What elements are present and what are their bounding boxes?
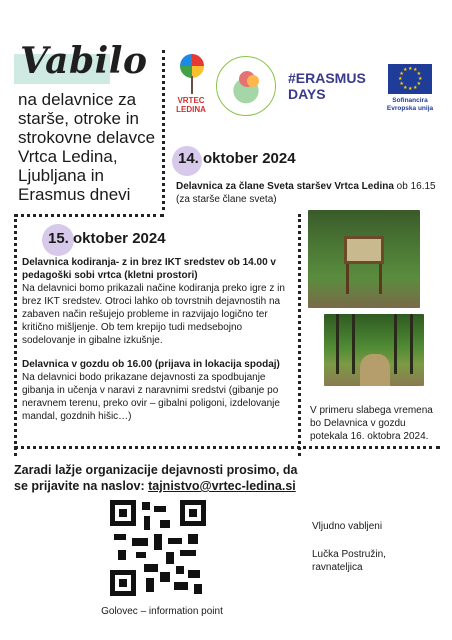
tree-trunk	[336, 314, 339, 374]
pinwheel-icon	[180, 54, 204, 78]
qr-module	[142, 502, 150, 510]
coding-workshop-heading: Delavnica kodiranja- z in brez IKT sredstev ob 14.00 v pedagoški sobi vrtca (kletni prostori)	[22, 257, 276, 281]
qr-caption: Golovec – information point	[101, 606, 223, 617]
info-board	[344, 236, 384, 264]
qr-module	[176, 566, 184, 574]
project-circle-logo	[216, 56, 276, 116]
vrtec-ledina-logo	[172, 52, 210, 126]
erasmus-days-logo	[288, 70, 366, 102]
board-post	[379, 264, 382, 294]
eu-star-icon: ★	[413, 84, 418, 91]
event-14-title: Delavnica za člane Sveta staršev Vrtca Ledina	[176, 181, 394, 192]
forest-workshop-body: Na delavnici bodo prikazane dejavnosti za spodbujanje gibanja in učenja v naravi z naravnimi sredstvi (gibanje po neravnem terenu, preko ovir – gibalni poligoni, izdelovanje mandal, gozdnih hišic…)	[22, 372, 280, 422]
dotted-frame-bottom	[14, 446, 440, 449]
qr-module	[188, 570, 200, 578]
eu-star-icon: ★	[403, 67, 408, 74]
eu-star-icon: ★	[408, 66, 413, 72]
tree-trunk	[394, 314, 397, 374]
eu-caption-line2: Evropska unija	[386, 105, 434, 112]
eu-star-icon: ★	[403, 84, 408, 91]
vrtec-logo-line1: VRTEC	[177, 96, 205, 105]
eu-star-icon: ★	[416, 81, 422, 87]
signoff-text: Vljudno vabljeni	[312, 521, 383, 532]
qr-code[interactable]	[110, 500, 206, 596]
forest-workshop	[22, 358, 290, 423]
tree-trunk	[410, 314, 413, 374]
dotted-divider-top	[162, 50, 165, 210]
qr-module	[144, 516, 150, 530]
coding-workshop	[22, 256, 290, 347]
qr-module	[154, 506, 166, 512]
event-14-note: (za starše člane sveta)	[176, 194, 277, 205]
eu-flag-icon	[388, 64, 432, 94]
registration-text: Zaradi lažje organizacije dejavnosti prosimo, da se prijavite na naslov:	[14, 463, 298, 493]
signer-name: Lučka Postružin,	[312, 549, 386, 560]
qr-module	[180, 550, 196, 556]
event-date-15: 15. oktober 2024	[48, 230, 166, 247]
eu-star-icon: ★	[413, 67, 418, 74]
qr-module	[114, 534, 126, 540]
qr-module	[168, 538, 182, 544]
board-post	[346, 264, 349, 294]
eu-star-icon: ★	[399, 71, 404, 77]
eu-star-icon: ★	[416, 71, 422, 77]
eu-star-icon: ★	[399, 81, 404, 87]
qr-module	[154, 534, 162, 550]
qr-module	[118, 550, 126, 560]
event-date-14: 14. oktober 2024	[178, 150, 296, 167]
qr-finder	[110, 500, 136, 526]
qr-module	[144, 564, 158, 572]
qr-module	[136, 552, 146, 558]
coding-workshop-body: Na delavnici bomo prikazali načine kodiranja preko igre z in brez IKT sredstev. Otroci lahko ob tovrstnih dejavnostih na zabaven način rešujejo probleme in razvijajo logično ter kritično mišljenje. Ob tem krepijo tudi medsebojno sodelovanje in gibalne izkušnje.	[22, 283, 285, 346]
signer-title: ravnateljica	[312, 562, 363, 573]
qr-finder	[180, 500, 206, 526]
bad-weather-note: V primeru slabega vremena bo Delavnica v gozdu potekala 16. oktobra 2024.	[310, 405, 433, 442]
eu-star-icon: ★	[418, 76, 423, 82]
qr-finder	[110, 570, 136, 596]
qr-module	[132, 538, 148, 546]
pinwheel-stick	[191, 76, 193, 94]
forest-path-photo	[324, 314, 424, 386]
eu-caption-line1: Sofinancira	[392, 97, 428, 104]
vrtec-logo-text	[172, 96, 210, 114]
qr-module	[174, 582, 188, 590]
invitation-title: Vabilo	[20, 40, 148, 82]
forest-sign-photo	[308, 210, 420, 308]
eu-cofunded-caption	[372, 97, 448, 113]
registration-email-link[interactable]: tajnistvo@vrtec-ledina.si	[148, 479, 296, 493]
erasmus-logo-line1: #ERASMUS	[288, 70, 366, 86]
eu-star-icon: ★	[408, 86, 413, 92]
tree-trunk	[352, 314, 355, 374]
invitation-subtitle: na delavnice za starše, otroke in strokovne delavce Vrtca Ledina, Ljubljana in Erasmus dnevi	[18, 90, 156, 204]
registration-note	[14, 462, 304, 494]
tree-icon	[247, 75, 259, 87]
dotted-frame-left	[14, 214, 17, 456]
event-14-time: ob 16.15	[393, 181, 436, 192]
qr-module	[188, 534, 198, 544]
eu-star-icon: ★	[398, 76, 403, 82]
qr-module	[194, 584, 202, 594]
vrtec-logo-line2: LEDINA	[176, 105, 206, 114]
forest-workshop-heading: Delavnica v gozdu ob 16.00 (prijava in lokacija spodaj)	[22, 359, 280, 370]
event-14-description	[176, 180, 440, 206]
dotted-divider-mid	[298, 214, 301, 456]
qr-module	[160, 572, 170, 582]
qr-module	[160, 520, 170, 528]
qr-module	[166, 552, 174, 564]
dotted-frame-top	[14, 214, 164, 217]
erasmus-logo-line2: DAYS	[288, 86, 326, 102]
forest-trail	[360, 354, 390, 386]
qr-module	[146, 578, 154, 592]
